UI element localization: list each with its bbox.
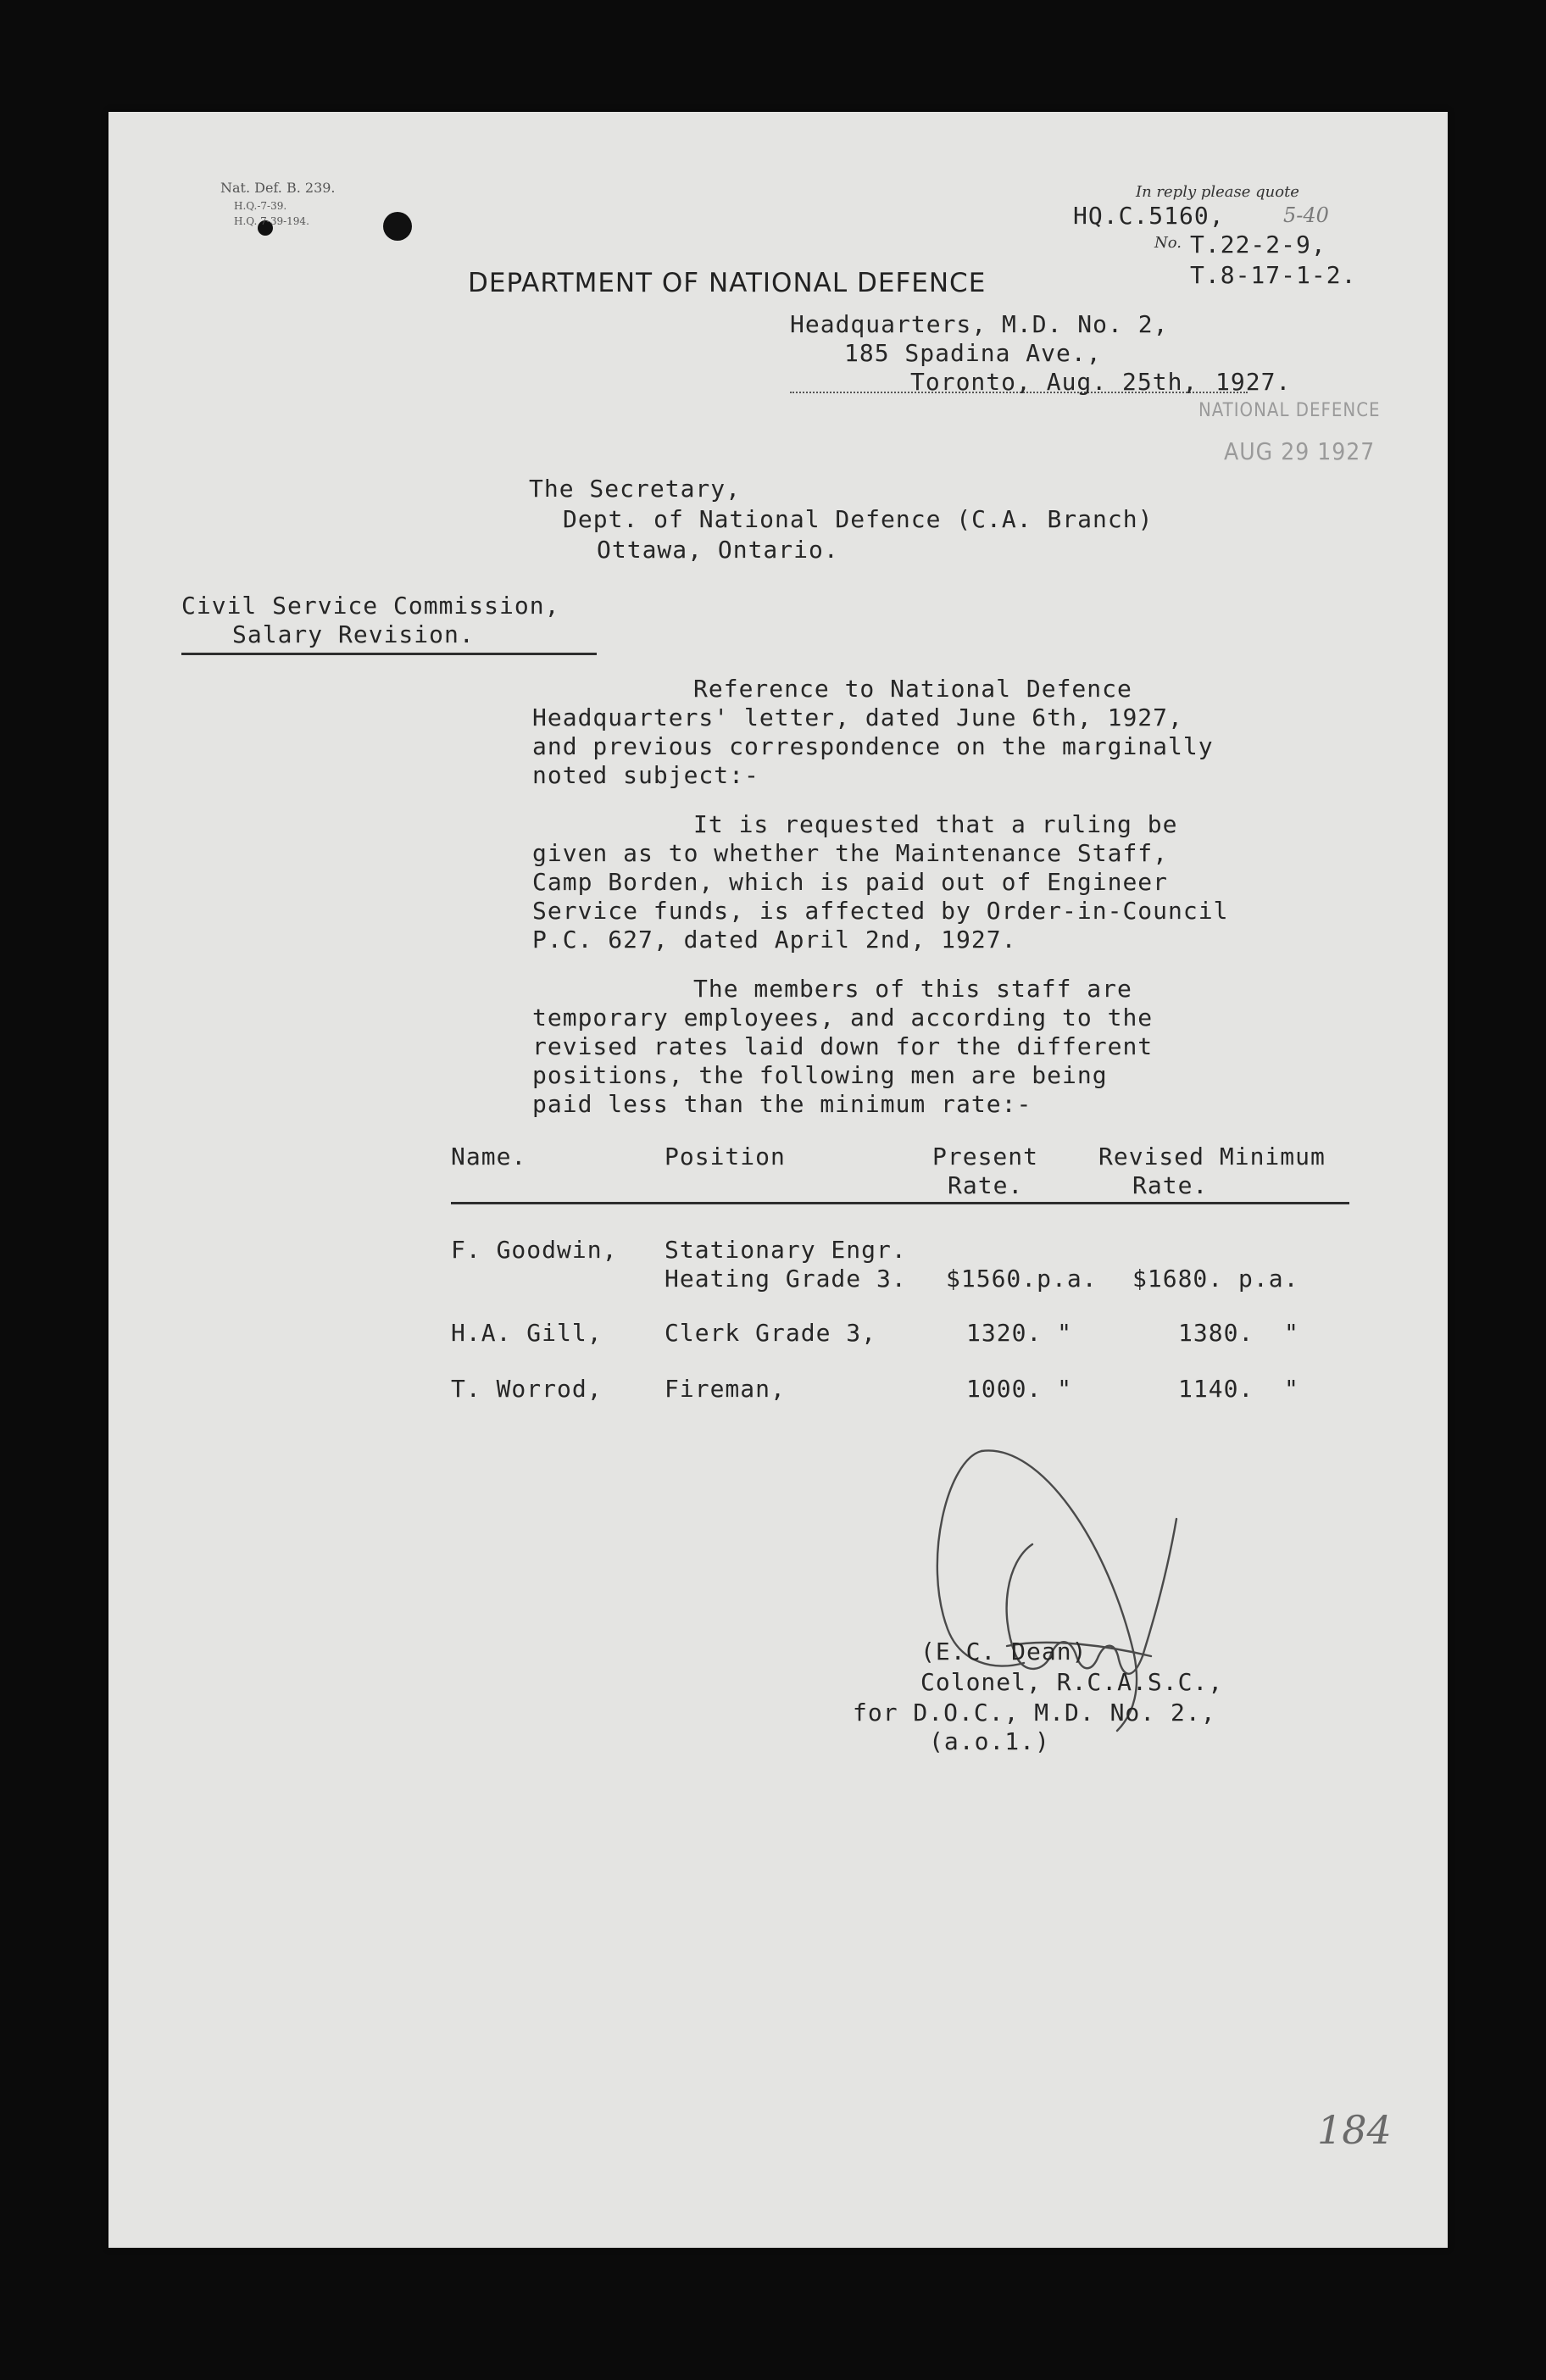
para2-line-2: given as to whether the Maintenance Staff, (532, 839, 1169, 867)
table-row-3-present: 1000. " (966, 1375, 1073, 1403)
subject-line-1: Civil Service Commission, (181, 592, 560, 620)
table-row-3-name: T. Worrod, (451, 1375, 603, 1403)
address-line-1: Headquarters, M.D. No. 2, (790, 310, 1169, 338)
table-header-rule (451, 1202, 1349, 1204)
address-year: 1927. (1215, 368, 1292, 396)
ref-number-2: T.8-17-1-2. (1190, 261, 1357, 289)
table-header-revised: Revised Minimum (1098, 1143, 1326, 1171)
signature-name: (E.C. Dean) (920, 1638, 1087, 1665)
para1-line-4: noted subject:- (532, 761, 759, 789)
recipient-line-2: Dept. of National Defence (C.A. Branch) (563, 505, 1154, 533)
address-line-2: 185 Spadina Ave., (844, 339, 1102, 367)
ink-blot (383, 212, 412, 241)
table-row-2-revised: 1380. " (1178, 1319, 1299, 1347)
table-row-2-position: Clerk Grade 3, (665, 1319, 877, 1347)
signature-for-line: for D.O.C., M.D. No. 2., (853, 1699, 1216, 1727)
subject-underline (181, 653, 597, 655)
file-number: HQ.C.5160, (1073, 202, 1225, 230)
table-row-2-name: H.A. Gill, (451, 1319, 603, 1347)
signature-initials: (a.o.1.) (929, 1727, 1050, 1755)
table-row-3-position: Fireman, (665, 1375, 786, 1403)
no-label: No. (1154, 234, 1182, 252)
signature-rank: Colonel, R.C.A.S.C., (920, 1668, 1224, 1696)
subject-line-2: Salary Revision. (232, 620, 475, 648)
table-header-position: Position (665, 1143, 786, 1171)
quote-label: In reply please quote (1136, 183, 1299, 201)
ref-number: T.22-2-9, (1190, 231, 1326, 259)
para1-line-3: and previous correspondence on the marginally (532, 732, 1214, 760)
para2-line-3: Camp Borden, which is paid out of Engineer (532, 868, 1169, 896)
table-header-present: Present (932, 1143, 1039, 1171)
department-heading: DEPARTMENT OF NATIONAL DEFENCE (468, 268, 987, 298)
para2-line-4: Service funds, is affected by Order-in-Council (532, 897, 1229, 925)
para3-line-5: paid less than the minimum rate:- (532, 1090, 1032, 1118)
para2-line-5: P.C. 627, dated April 2nd, 1927. (532, 926, 1017, 954)
document-page (108, 112, 1448, 2248)
received-stamp-date: AUG 29 1927 (1224, 437, 1376, 465)
table-row-1-position: Stationary Engr. (665, 1236, 907, 1264)
form-code-line1: Nat. Def. B. 239. (220, 180, 336, 196)
table-row-1-present: $1560.p.a. (946, 1265, 1098, 1293)
form-code-line3: H.Q. 7-39-194. (234, 215, 309, 227)
para3-line-3: revised rates laid down for the different (532, 1032, 1154, 1060)
table-row-1-revised: $1680. p.a. (1132, 1265, 1299, 1293)
address-place-date: Toronto, Aug. 25th, (910, 368, 1198, 396)
form-code-line2: H.Q.-7-39. (234, 200, 287, 212)
received-stamp-line1: NATIONAL DEFENCE (1198, 400, 1381, 421)
file-number-handwritten: 5-40 (1283, 203, 1329, 227)
recipient-line-3: Ottawa, Ontario. (597, 536, 839, 564)
para1-line-1: Reference to National Defence (693, 675, 1132, 703)
para3-line-1: The members of this staff are (693, 975, 1132, 1003)
para1-line-2: Headquarters' letter, dated June 6th, 1927, (532, 703, 1183, 731)
para3-line-2: temporary employees, and according to the (532, 1004, 1154, 1032)
table-header-revised-rate: Rate. (1132, 1171, 1209, 1199)
table-row-1-name: F. Goodwin, (451, 1236, 618, 1264)
recipient-line-1: The Secretary, (529, 475, 742, 503)
table-header-present-rate: Rate. (948, 1171, 1024, 1199)
table-row-3-revised: 1140. " (1178, 1375, 1299, 1403)
table-row-2-present: 1320. " (966, 1319, 1073, 1347)
para3-line-4: positions, the following men are being (532, 1061, 1108, 1089)
para2-line-1: It is requested that a ruling be (693, 810, 1178, 838)
table-header-name: Name. (451, 1143, 527, 1171)
page-number: 184 (1317, 2107, 1392, 2153)
table-row-1-position-2: Heating Grade 3. (665, 1265, 907, 1293)
